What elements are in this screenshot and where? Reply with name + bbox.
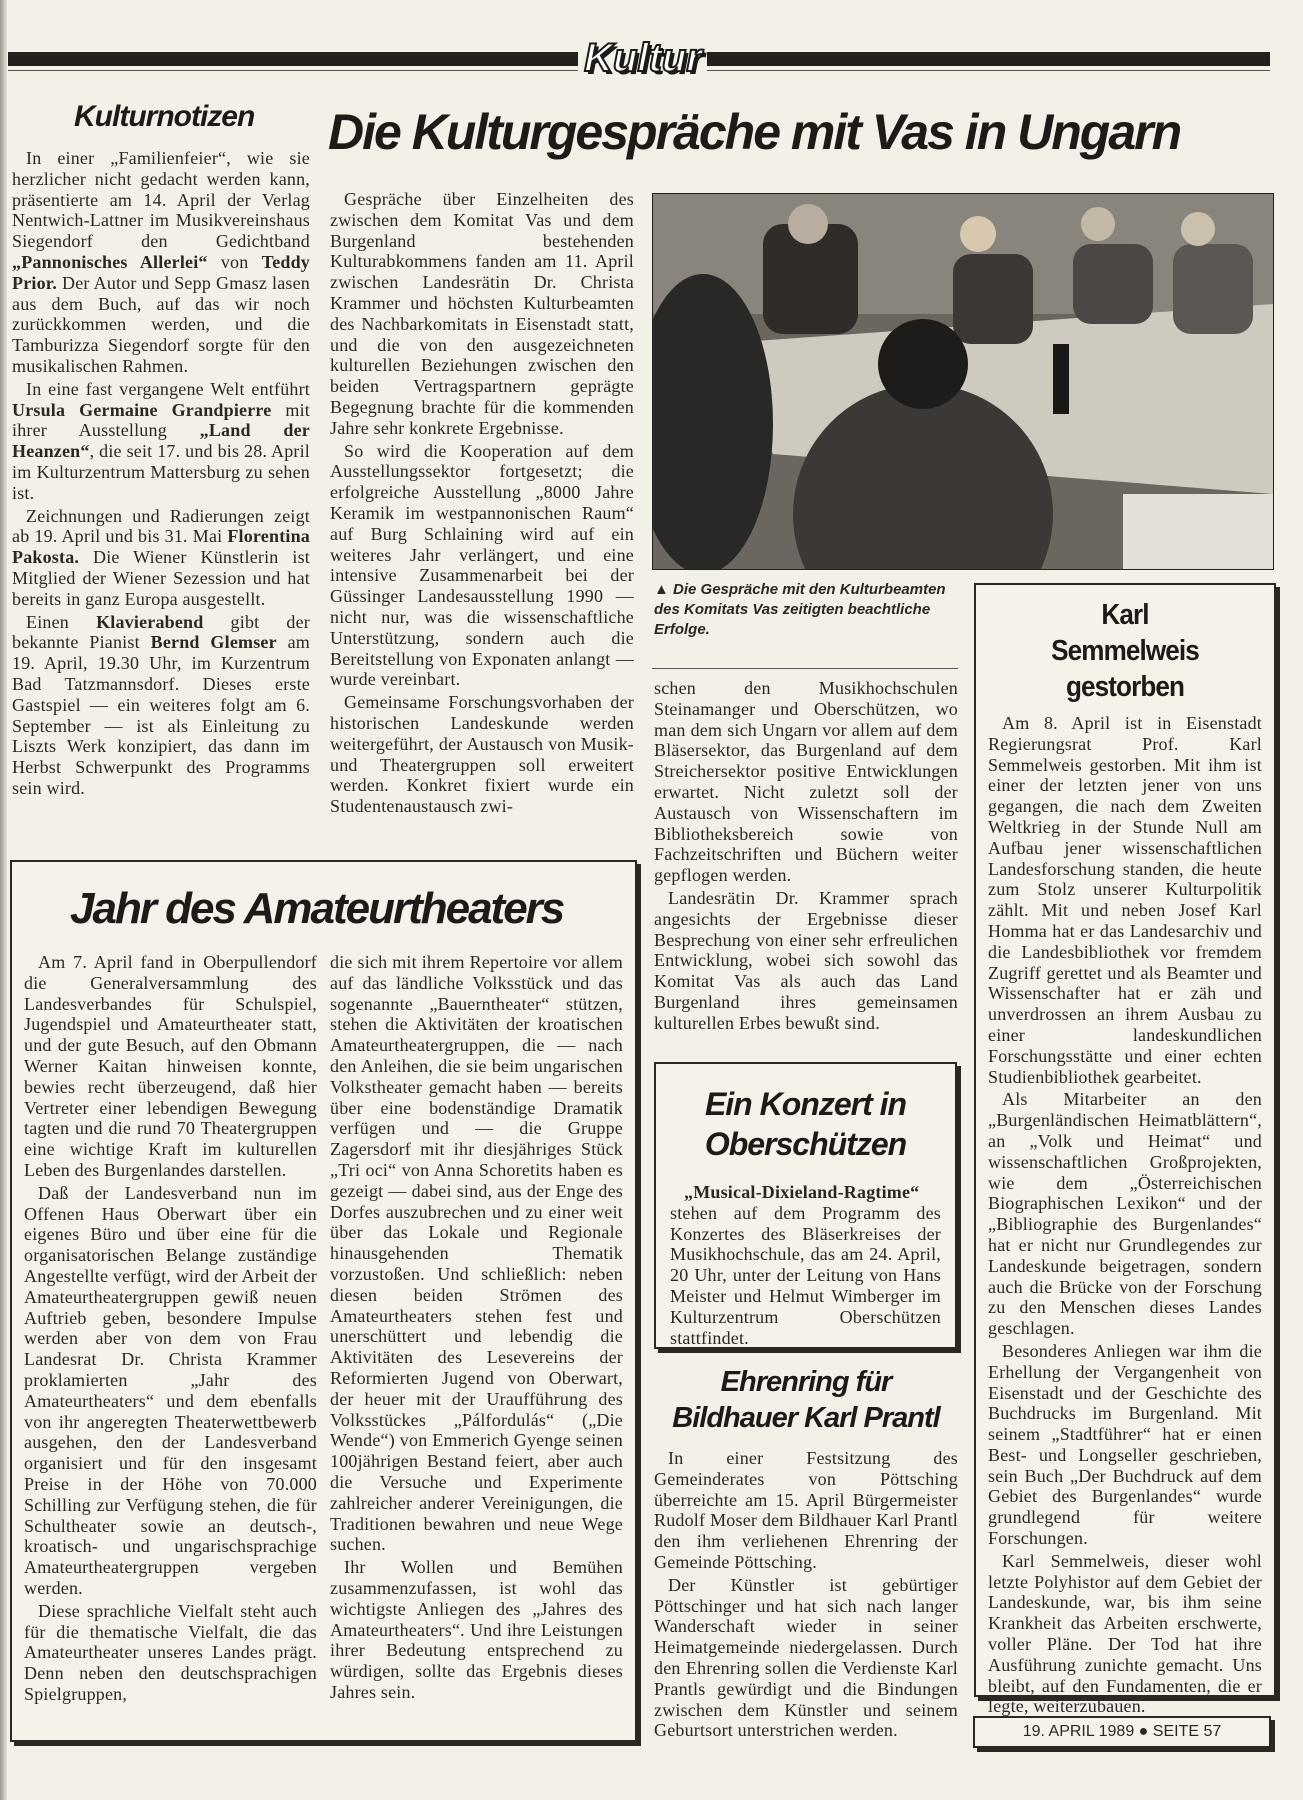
text-run: Die Wiener Künstlerin ist Mitglied der Wiener Sezession und hat bereits in ganz Europa ausgestellt. xyxy=(12,547,310,609)
ehrenring-title-line-1: Ehrenring für xyxy=(720,1366,892,1398)
paragraph xyxy=(988,1089,1262,1339)
section-rule-right xyxy=(707,52,1270,66)
paragraph xyxy=(24,1601,317,1705)
konzert-title-line-1: Ein Konzert in xyxy=(704,1086,907,1122)
semmelweis-box xyxy=(974,583,1276,1717)
text-run: Besonderes Anliegen war ihm die Erhellung der Vergangenheit von Eisenstadt und der Geschichte des Buchdrucks im Burgenland. Mit seinem „Stadtführer“ hat er einen Best- und Longseller geschrieben, sein Buch „Der Buchdruck auf dem Gebiet des Burgenlandes“ wurde grundlegend für weitere Forschungen. xyxy=(988,1340,1262,1549)
vas-column-2 xyxy=(654,678,958,1034)
page-number: SEITE 57 xyxy=(1152,1723,1222,1740)
text-run: In einer „Familienfeier“, wie sie herzlicher nicht gedacht werden kann, präsentierte am 14. April der Verlag Nentwich-Lattner im Musikvereinshaus Siegendorf den Gedichtband xyxy=(12,148,310,252)
amateur-column-1 xyxy=(24,952,317,1705)
paragraph xyxy=(330,189,634,439)
text-run: , die seit 17. und bis 28. April im Kulturzentrum Mattersburg zu sehen ist. xyxy=(12,441,310,503)
amateur-title: Jahr des Amateurtheaters xyxy=(70,884,564,933)
bold-text: Klavierabend xyxy=(96,611,204,632)
bold-text: „Land der Heanzen“ xyxy=(12,420,310,462)
text-run: In einer Festsitzung des Gemeinderates von Pöttsching überreichte am 15. April Bürgermeister Rudolf Moser dem Bildhauer Karl Prantl den ihm verliehenen Ehrenring der Gemeinde Pöttsching. xyxy=(654,1448,958,1572)
caption-rule xyxy=(652,668,958,669)
scan-edge-shadow xyxy=(0,0,7,1800)
section-thin-rule-right xyxy=(707,70,1270,71)
paragraph xyxy=(330,952,623,1555)
text-run: Am 7. April fand in Oberpullendorf die Generalversammlung des Landesverbandes für Schulspiel, Jugendspiel und Amateurtheater statt, und der gute Besuch, auf den Obmann Werner Kaitan hinweisen konnte, bewies recht überzeugend, daß hier Vertreter einer lebendigen Bewegung tagten und die rund 70 Theatergruppen eine wichtige Kraft im kulturellen Leben des Burgenlandes darstellen. xyxy=(24,952,317,1180)
text-run: Diese sprachliche Vielfalt steht auch für die thematische Vielfalt, die das Amateurtheater unseres Landes prägt. Denn neben den deutschsprachigen Spielgruppen, xyxy=(24,1600,317,1704)
paragraph xyxy=(654,678,958,886)
konzert-title-line-2: Oberschützen xyxy=(704,1126,907,1162)
bold-text: „Pannonisches Allerlei“ xyxy=(12,251,208,272)
amateur-column-2 xyxy=(330,952,623,1703)
meeting-photo xyxy=(652,193,1274,570)
issue-date: 19. APRIL 1989 xyxy=(1022,1723,1135,1740)
semmelweis-body xyxy=(988,713,1262,1717)
vas-headline: Die Kulturgespräche mit Vas in Ungarn xyxy=(328,104,1181,160)
text-run: So wird die Kooperation auf dem Ausstellungssektor fortgesetzt; die erfolgreiche Ausstellung „8000 Jahre Keramik im westpannonischen Raum“ auf Burg Schlaining wird auf ein weiteres Jahr verlängert, und eine intensive Zusammenarbeit bei der Güssinger Landesausstellung 1990 — nicht nur, was die wissenschaftliche Unterstützung, sondern auch die Bereitstellung von Exponaten anlangt — wurde vereinbart. xyxy=(330,440,634,690)
caption-text: Die Gespräche mit den Kulturbeamten des Komitats Vas zeitigten beachtliche Erfolge. xyxy=(654,581,946,638)
ehrenring-title xyxy=(654,1364,958,1436)
vas-column-1 xyxy=(330,189,634,817)
paragraph xyxy=(654,888,958,1034)
konzert-body xyxy=(670,1182,941,1348)
bold-text: Teddy Prior. xyxy=(12,251,311,293)
paragraph xyxy=(330,692,634,817)
paragraph xyxy=(330,441,634,691)
text-run: Der Künstler ist gebürtiger Pöttschinger und hat sich nach langer Wanderschaft wieder in seiner Heimatgemeinde niedergelassen. Durch den Ehrenring sollen die Verdienste Karl Prantls gewürdigt und die Bindungen zwischen dem Künstler und seinem Geburtsort unterstrichen werden. xyxy=(654,1574,958,1741)
page-footer xyxy=(973,1716,1271,1748)
paragraph xyxy=(330,1557,623,1703)
paragraph xyxy=(12,612,310,799)
bold-text: Ursula Germaine Grandpierre xyxy=(12,399,272,420)
paragraph xyxy=(12,148,310,377)
ehrenring-body xyxy=(654,1448,958,1741)
paragraph xyxy=(988,1551,1262,1717)
konzert-title xyxy=(656,1084,955,1164)
bold-text: „Musical-Dixieland-Ragtime“ xyxy=(684,1182,920,1202)
bold-text: Florentina Pakosta. xyxy=(12,526,310,568)
text-run: schen den Musikhochschulen Steinamanger und Oberschützen, wo man dem sich Ungarn vor allem auf dem Bläsersektor, das Burgenland auf dem Streichersektor positive Entwicklungen erwartet. Nicht zuletzt soll der Austausch von Wissenschaftern im Bibliotheksbereich sowie von Fachzeitschriften und Büchern weiter gepflogen werden. xyxy=(654,678,958,886)
text-run: mit ihrer Ausstellung xyxy=(12,399,310,441)
text-run: Der Autor und Sepp Gmasz lasen aus dem Buch, auf das wir noch zurückkommen werden, und die Tamburizza Siegendorf sorgte für den musikalischen Rahmen. xyxy=(12,272,310,376)
text-run: In eine fast vergangene Welt entführt xyxy=(26,378,310,399)
text-run: gibt der bekannte Pianist xyxy=(12,611,310,653)
notizen-body xyxy=(12,148,310,799)
paragraph xyxy=(654,1448,958,1573)
bullet-icon: ● xyxy=(1138,1723,1149,1740)
paragraph xyxy=(670,1182,941,1348)
semmelweis-title: Karl Semmelweis gestorben xyxy=(1051,599,1199,703)
text-run: Am 8. April ist in Eisenstadt Regierungsrat Prof. Karl Semmelweis gestorben. Mit ihm ist einer der letzten jener von uns gegangen, die nach dem Zweiten Weltkrieg in der Stunde Null am Aufbau jener wissenschaftlichen Landesforschung standen, die heute zum Stolz unserer Kulturpolitik zählt. Mit und neben Josef Karl Homma hat er das Landesarchiv und die Landesbibliothek vor fremdem Zugriff gerettet und als Beamter und Wissenschafter hat er zäh und unverdrossen an ihrem Ausbau zu einer landeskundlichen Forschungsstätte und einer echten Studienbibliothek gearbeitet. xyxy=(988,713,1262,1087)
paragraph xyxy=(12,506,310,610)
text-run: Ihr Wollen und Bemühen zusammenzufassen, ist wohl das wichtigste Anliegen des „Jahres des Amateurtheaters“. Und ihre Leistungen ihrer Bedeutung entsprechend zu würdigen, sollte das Ergebnis dieses Jahres sein. xyxy=(330,1557,623,1702)
paragraph xyxy=(24,952,317,1181)
paragraph xyxy=(654,1575,958,1741)
konzert-box xyxy=(654,1062,957,1349)
section-rule-left xyxy=(8,52,578,66)
meeting-photo-image xyxy=(653,194,1273,569)
text-run: Zeichnungen und Radierungen zeigt ab 19. April und bis 31. Mai xyxy=(12,505,310,547)
ehrenring-title-line-2: Bildhauer Karl Prantl xyxy=(672,1402,940,1434)
caption-triangle-icon: ▲ xyxy=(654,581,669,598)
text-run: stehen auf dem Programm des Konzertes des Bläserkreises der Musikhochschule, das am 24. April, 20 Uhr, unter der Leitung von Hans Meister und Helmut Wimberger im Kulturzentrum Oberschützen stattfindet. xyxy=(670,1202,941,1348)
text-run: Einen xyxy=(26,611,97,632)
text-run: die sich mit ihrem Repertoire vor allem auf das ländliche Volksstück und das sogenannte „Bauerntheater“ stützen, stehen die Aktivitäten der kroatischen Amateurtheatergruppen, die — nach den Anleihen, die sie beim ungarischen Volkstheater gemacht haben — bereits über eine bodenständige Dramatik verfügen und — die Gruppe Zagersdorf mit ihr diesjähriges Stück „Tri oci“ von Anna Schoretits haben es gezeigt — dabei sind, aus der Enge des Dorfes auszubrechen und zu einer weit über das Lokale und Regionale hinausgehenden Thematik vorzustoßen. Und schließlich: neben diesen beiden Strömen des Amateurtheaters stehen fest und unerschüttert und lebendig die Aktivitäten des Lesevereins der Reformierten Jugend von Oberwart, der heuer mit der Uraufführung des Volksstückes „Pálfordulás“ („Die Wende“) von Emmerich Gyenge seinen 100jährigen Bestand feiert, aber auch die Versuche und Experimente zahlreicher anderer Vereinigungen, die Traditionen bewahren und neue Wege suchen. xyxy=(330,952,623,1555)
text-run: Karl Semmelweis, dieser wohl letzte Polyhistor auf dem Gebiet der Landeskunde, war, bis ihm seine Krankheit das Arbeiten erschwerte, voller Pläne. Der Tod hat ihre Ausführung zunichte gemacht. Uns bleibt, auf den Fundamenten, die er legte, weiterzubauen. xyxy=(988,1550,1262,1717)
text-run: Als Mitarbeiter an den „Burgenländischen Heimatblättern“, an „Volk und Heimat“ und wissenschaftlichen Großprojekten, wie dem „Österreichischen Biographischen Lexikon“ und der „Bibliographie des Burgenlandes“ hat er nicht nur Grundlegendes zur Landeskunde beigetragen, sondern auch die Brücke von der Forschung zu den Menschen dieses Landes geschlagen. xyxy=(988,1089,1262,1339)
paragraph xyxy=(24,1183,317,1599)
paragraph xyxy=(12,379,310,504)
amateur-box xyxy=(10,860,637,1742)
text-run: am 19. April, 19.30 Uhr, im Kurzentrum Bad Tatzmannsdorf. Dieses erste Gastspiel — ein weiteres folgt am 6. September — ist als Einleitung zu Liszts Werk konzipiert, das dann im Herbst Schwerpunkt des Programms sein wird. xyxy=(12,632,310,798)
photo-caption xyxy=(654,580,959,640)
text-run: Gespräche über Einzelheiten des zwischen dem Komitat Vas und dem Burgenland bestehenden Kulturabkommens fanden am 11. April zwischen Landesrätin Dr. Christa Krammer und höchsten Kulturbeamten des Nachbarkomitats in Eisenstadt statt, und die von den ausgezeichneten kulturellen Beziehungen zwischen den beiden Vertragspartnern geprägte Begegnung brachte für die kommenden Jahre sehr konkrete Ergebnisse. xyxy=(330,189,634,438)
section-logo-kultur: Kultur xyxy=(584,36,702,80)
bold-text: Bernd Glemser xyxy=(150,632,277,653)
paragraph xyxy=(988,1341,1262,1549)
paragraph xyxy=(988,713,1262,1087)
text-run: Daß der Landesverband nun im Offenen Haus Oberwart über ein eigenes Büro und über eine für die organisatorischen Belange zuständige Angestellte verfügt, wird der Arbeit der Amateurtheatergruppen gewiß neuen Auftrieb geben, besondere Impulse werden aber von dem von Frau Landesrat Dr. Christa Krammer proklamierten „Jahr des Amateurtheaters“ und dem ebenfalls von ihr angeregten Theaterwettbewerb ausgehen, den der Landesverband organisiert und für den insgesamt Preise in der Höhe von 70.000 Schilling zur Verfügung stehen, die für Schultheater sowie an deutsch-, kroatisch- und ungarischsprachige Amateurtheatergruppen vergeben werden. xyxy=(24,1182,317,1598)
notizen-title: Kulturnotizen xyxy=(74,100,255,133)
text-run: Landesrätin Dr. Krammer sprach angesichts der Ergebnisse dieser Besprechung von einer sehr erfreulichen Entwicklung, wobei sich sowohl das Komitat Vas als auch das Land Burgenland ihres gemeinsamen kulturellen Erbes bewußt sind. xyxy=(654,887,958,1033)
section-thin-rule-left xyxy=(8,70,578,71)
text-run: von xyxy=(207,251,262,272)
text-run: Gemeinsame Forschungsvorhaben der historischen Landeskunde werden weitergeführt, der Austausch von Musik- und Theatergruppen soll erweitert werden. Konkret fixiert wurde ein Studentenaustausch zwi- xyxy=(330,692,634,817)
